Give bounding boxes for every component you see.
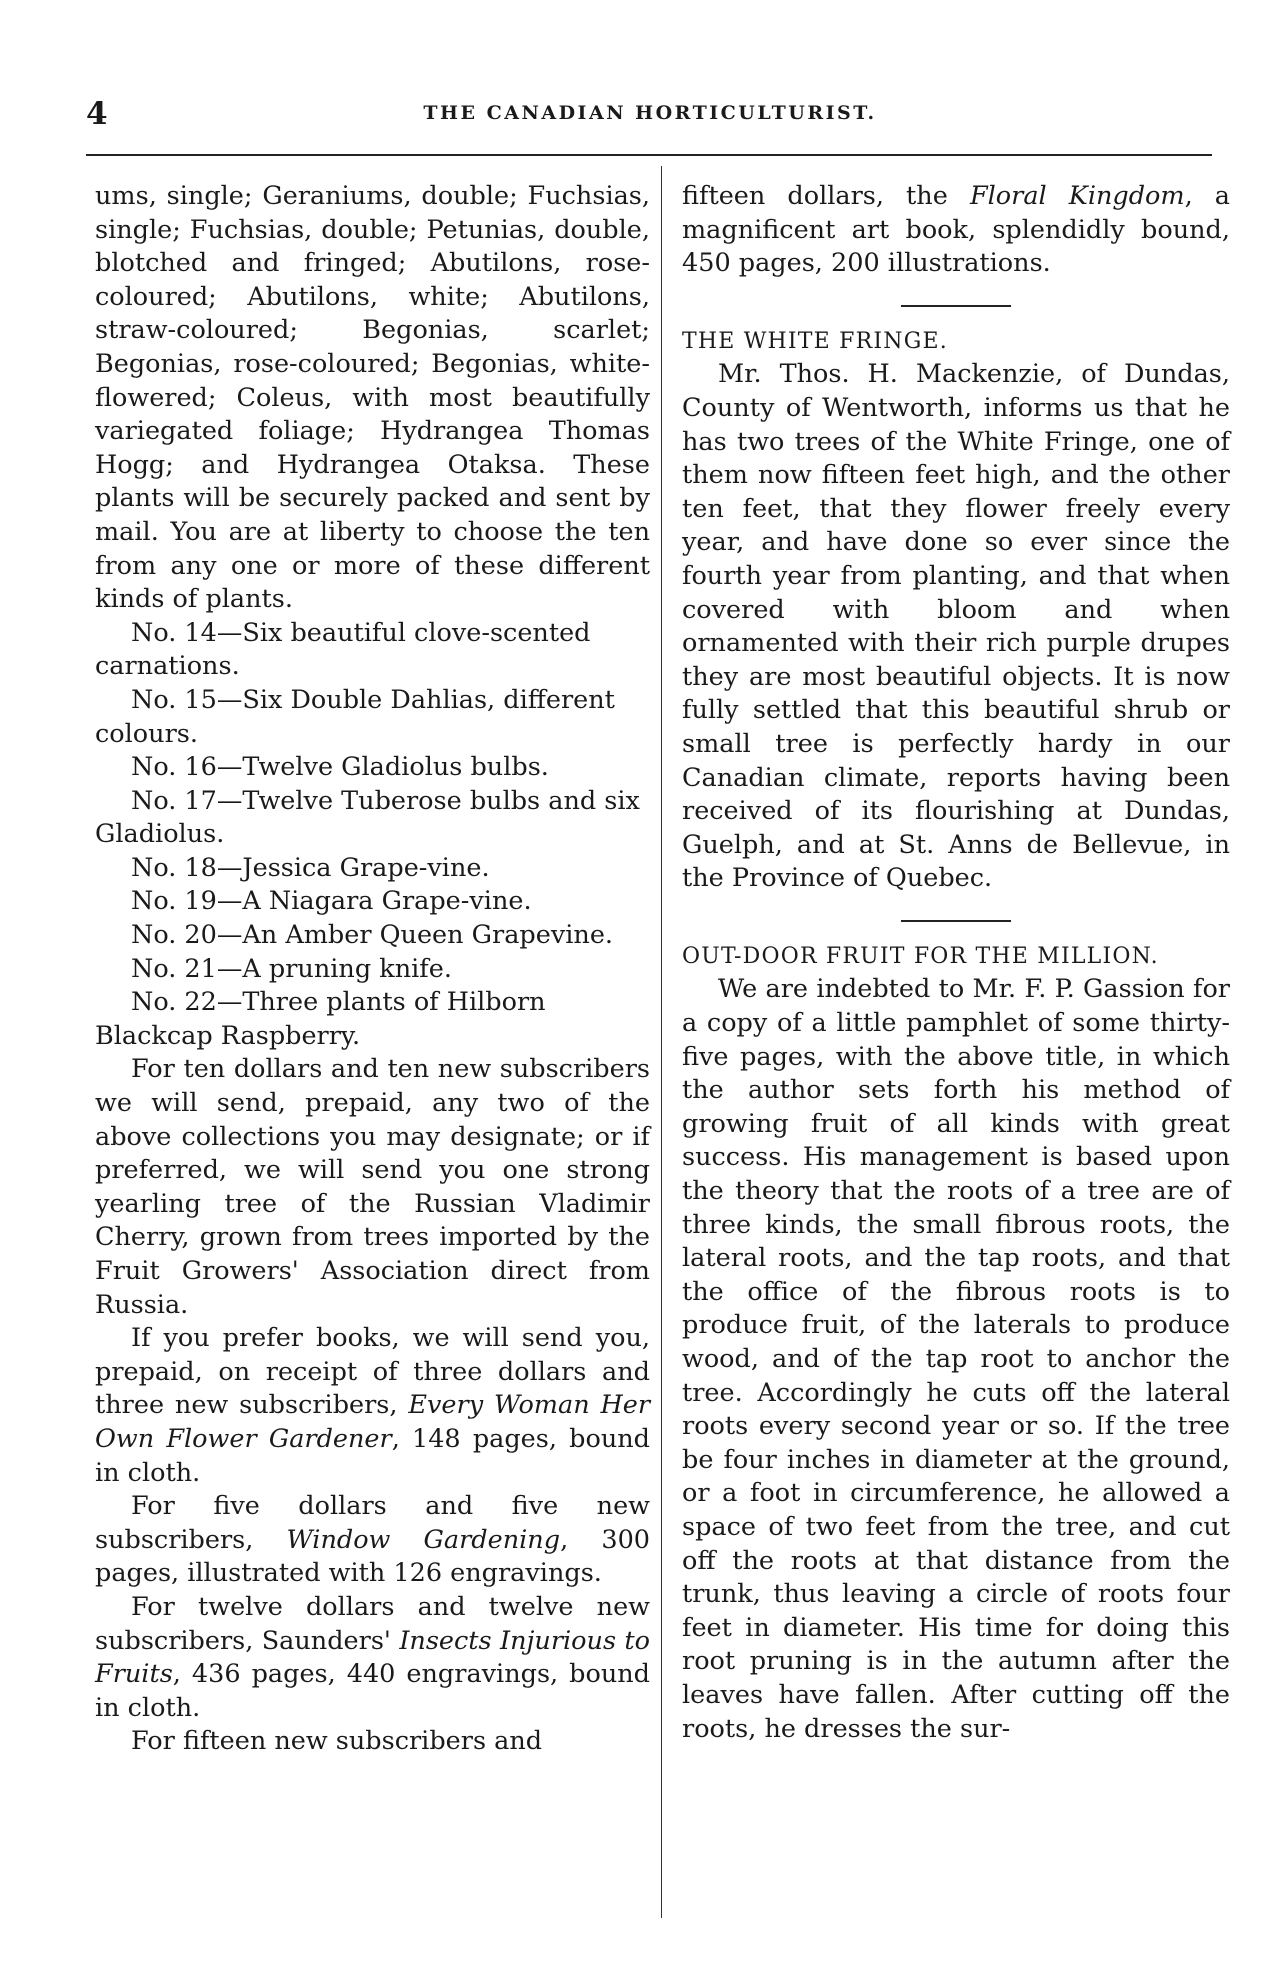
header-rule bbox=[86, 154, 1212, 156]
running-title: THE CANADIAN HORTICULTURIST. bbox=[423, 102, 877, 124]
section-title-white-fringe: THE WHITE FRINGE. bbox=[682, 328, 948, 354]
section-divider bbox=[901, 920, 1011, 922]
five-dollar-offer-details: , 300 pages, illustrated with 126 engravings. bbox=[95, 1524, 651, 1589]
floral-kingdom-continuation bbox=[682, 180, 1230, 281]
section-title-outdoor-fruit: OUT-DOOR FRUIT FOR THE MILLION. bbox=[682, 943, 1159, 969]
book-title-flower-gardener: Every Woman Her Own Flower Gardener bbox=[95, 1390, 651, 1454]
five-dollar-offer-paragraph bbox=[95, 1490, 650, 1591]
books-offer-details: , 148 pages, bound in cloth. bbox=[95, 1423, 650, 1488]
continuation-details: , a magnificent art book, splendidly bound, 450 pages, 200 illustrations. bbox=[682, 181, 1230, 279]
premium-item-16: No. 16—Twelve Gladiolus bulbs. bbox=[131, 752, 549, 783]
column-divider bbox=[661, 166, 662, 1918]
books-offer-text: If you prefer books, we will send you, prepaid, on receipt of three dollars and three new subscribers, bbox=[95, 1323, 650, 1421]
ten-dollar-offer-paragraph: For ten dollars and ten new subscribers we will send, prepaid, any two of the above collections you may designate; or if preferred, we will send you one strong yearling tree of the Russian Vladimir Cherry, grown from trees imported by the Fruit Growers' Association direct from Russia. bbox=[95, 1054, 650, 1320]
book-title-insects-injurious: Insects Injurious to Fruits bbox=[95, 1625, 650, 1690]
twelve-dollar-offer-paragraph bbox=[95, 1591, 650, 1725]
premium-item-19: No. 19—A Niagara Grape-vine. bbox=[131, 886, 532, 917]
premium-item-15: No. 15—Six Double Dahlias, different colours. bbox=[95, 684, 615, 749]
right-column bbox=[682, 180, 1230, 1746]
premium-item-18: No. 18—Jessica Grape-vine. bbox=[131, 852, 490, 883]
plants-list-paragraph: ums, single; Geraniums, double; Fuchsias, single; Fuchsias, double; Petunias, double, blotched and fringed; Abutilons, rose-coloured; Abutilons, white; Abutilons, straw-coloured; Begonias, scarlet; Begonias, rose-coloured; Begonias, white-flowered; Coleus, with most beautifully variegated foliage; Hydrangea Thomas Hogg; and Hydrangea Otaksa. These plants will be securely packed and sent by mail. You are at liberty to choose the ten from any one or more of these different kinds of plants. bbox=[95, 181, 650, 615]
continuation-text: fifteen dollars, the bbox=[682, 181, 948, 211]
twelve-dollar-offer-details: , 436 pages, 440 engravings, bound in cloth. bbox=[95, 1659, 650, 1723]
premium-item-21: No. 21—A pruning knife. bbox=[131, 953, 452, 984]
book-title-floral-kingdom: Floral Kingdom bbox=[969, 181, 1185, 211]
fifteen-subscriber-offer-paragraph: For fifteen new subscribers and bbox=[131, 1726, 543, 1757]
premium-item-17: No. 17—Twelve Tuberose bulbs and six Gladiolus. bbox=[95, 785, 640, 850]
white-fringe-article: Mr. Thos. H. Mackenzie, of Dundas, County of Wentworth, informs us that he has two trees of the White Fringe, one of them now fifteen feet high, and the other ten feet, that they flower freely every year, and have done so ever since the fourth year from planting, and that when covered with bloom and when ornamented with their rich purple drupes they are most beautiful objects. It is now fully settled that this beautiful shrub or small tree is perfectly hardy in our Canadian climate, reports having been received of its flourishing at Dundas, Guelph, and at St. Anns de Bellevue, in the Province of Quebec. bbox=[682, 359, 1230, 894]
book-title-window-gardening: Window Gardening bbox=[286, 1524, 561, 1555]
premium-item-20: No. 20—An Amber Queen Grapevine. bbox=[131, 920, 614, 951]
five-dollar-offer-text: For five dollars and five new subscribers, bbox=[95, 1491, 650, 1555]
books-offer-paragraph bbox=[95, 1322, 650, 1490]
twelve-dollar-offer-text: For twelve dollars and twelve new subscribers, Saunders' bbox=[95, 1591, 650, 1656]
premium-item-14: No. 14—Six beautiful clove-scented carnations. bbox=[95, 617, 591, 682]
section-divider bbox=[901, 305, 1011, 307]
left-column bbox=[95, 180, 650, 1759]
outdoor-fruit-article: We are indebted to Mr. F. P. Gassion for a copy of a little pamphlet of some thirty-five pages, with the above title, in which the author sets forth his method of growing fruit of all kinds with great success. His management is based upon the theory that the roots of a tree are of three kinds, the small fibrous roots, the lateral roots, and the tap roots, and that the office of the fibrous roots is to produce fruit, of the laterals to produce wood, and of the tap root to anchor the tree. Accordingly he cuts off the lateral roots every second year or so. If the tree be four inches in diameter at the ground, or a foot in circumference, he allowed a space of two feet from the tree, and cut off the roots at that distance from the trunk, thus leaving a circle of roots four feet in diameter. His time for doing this root pruning is in the autumn after the leaves have fallen. After cutting off the roots, he dresses the sur- bbox=[682, 974, 1230, 1744]
premium-item-22: No. 22—Three plants of Hilborn Blackcap Raspberry. bbox=[95, 987, 546, 1051]
page-number: 4 bbox=[86, 96, 108, 132]
